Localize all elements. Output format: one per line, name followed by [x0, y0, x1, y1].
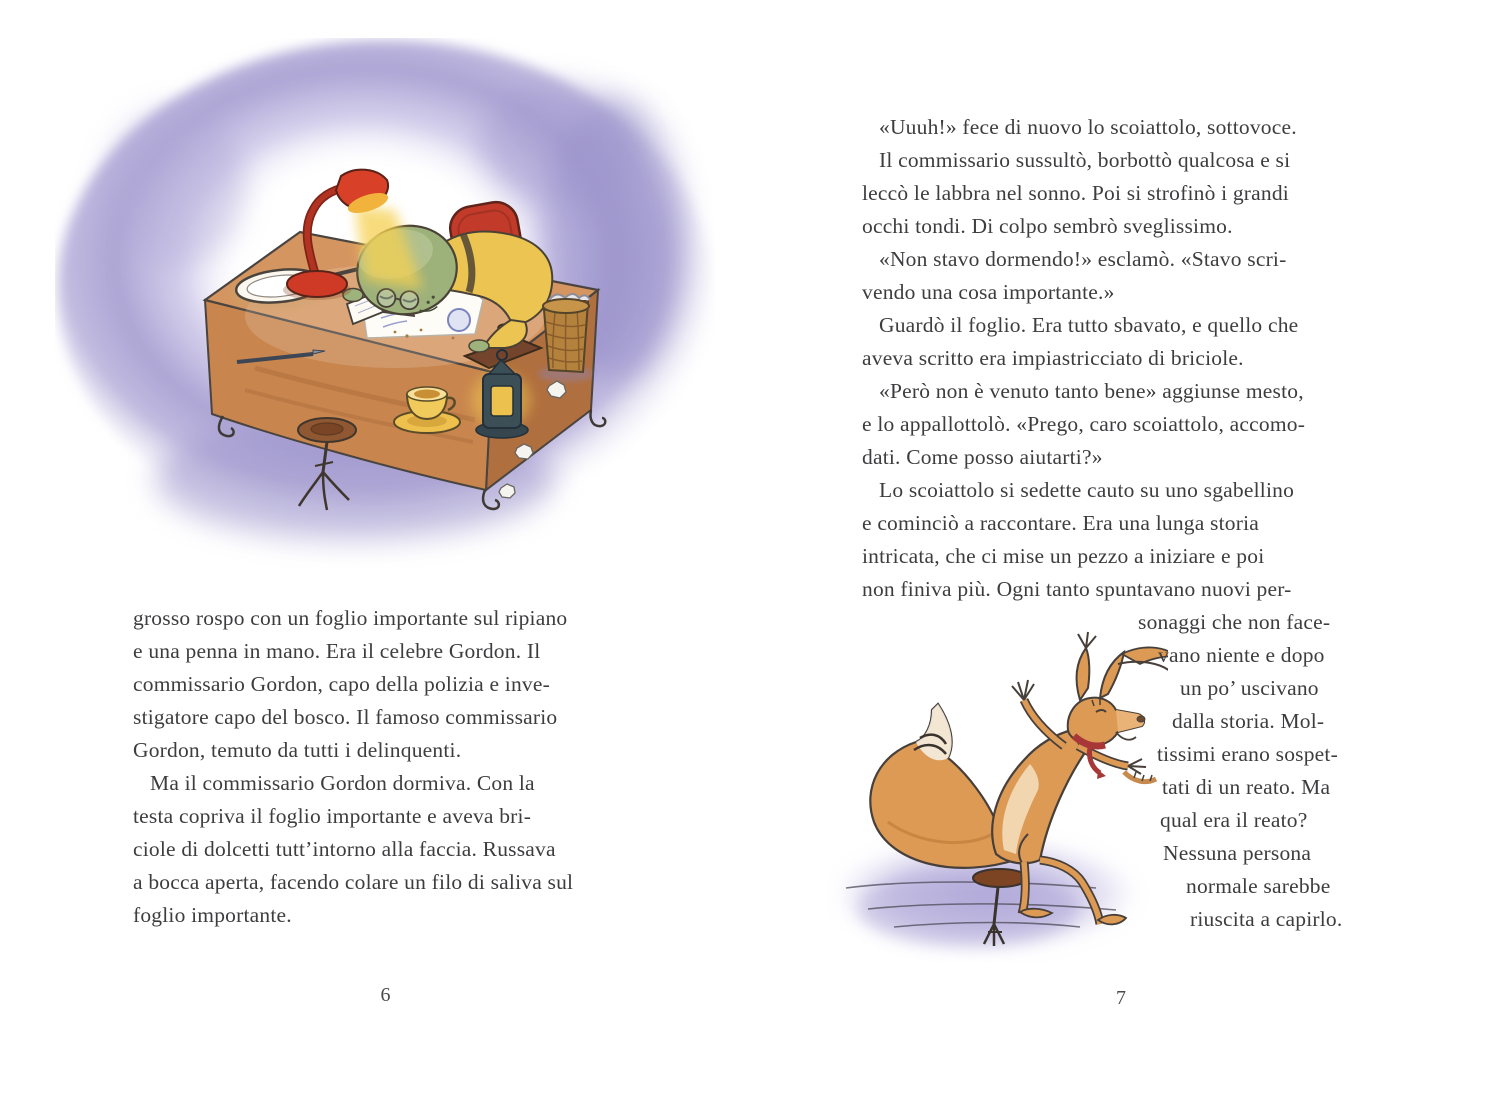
text-line-wrapped: riuscita a capirlo.: [1190, 907, 1343, 931]
text-line: stigatore capo del bosco. Il famoso commissario: [133, 705, 558, 729]
left-page-text: [133, 602, 641, 932]
text-line: «Però non è venuto tanto bene» aggiunse mesto,: [879, 379, 1304, 403]
text-line: «Non stavo dormendo!» esclamò. «Stavo scri-: [879, 247, 1287, 271]
text-line: grosso rospo con un foglio importante sul ripiano: [133, 606, 568, 630]
text-line: leccò le labbra nel sonno. Poi si strofinò i grandi: [862, 181, 1289, 205]
wastebasket: [538, 294, 594, 382]
text-line: Gordon, temuto da tutti i delinquenti.: [133, 738, 462, 762]
text-line: occhi tondi. Di colpo sembrò sveglissimo.: [862, 214, 1233, 238]
text-line: commissario Gordon, capo della polizia e inve-: [133, 672, 550, 696]
page-number-left: 6: [380, 984, 391, 1006]
text-line-wrapped: tissimi erano sospet-: [1157, 742, 1338, 766]
text-line: e una penna in mano. Era il celebre Gordon. Il: [133, 639, 541, 663]
toad-at-desk-illustration: [55, 38, 715, 568]
text-line: Guardò il foglio. Era tutto sbavato, e quello che: [879, 313, 1299, 337]
right-page-text: [862, 111, 1354, 936]
text-line: intricata, che ci mise un pezzo a iniziare e poi: [862, 544, 1265, 568]
text-line-wrapped: dalla storia. Mol-: [1172, 709, 1325, 733]
text-line: e lo appallottolò. «Prego, caro scoiattolo, accomo-: [862, 412, 1306, 436]
text-line: vendo una cosa importante.»: [862, 280, 1115, 304]
text-line: Il commissario sussultò, borbottò qualcosa e si: [879, 148, 1291, 172]
text-line-wrapped: Nessuna persona: [1163, 841, 1312, 865]
text-line: testa copriva il foglio importante e aveva bri-: [133, 804, 532, 828]
text-line: non finiva più. Ogni tanto spuntavano nuovi per-: [862, 577, 1292, 601]
text-line-wrapped: sonaggi che non face-: [1138, 610, 1331, 634]
text-line: foglio importante.: [133, 903, 292, 927]
text-line: e cominciò a raccontare. Era una lunga storia: [862, 511, 1260, 535]
text-line: Ma il commissario Gordon dormiva. Con la: [150, 771, 535, 795]
text-line-wrapped: normale sarebbe: [1186, 874, 1331, 898]
text-line-wrapped: tati di un reato. Ma: [1162, 775, 1331, 799]
text-line: dati. Come posso aiutarti?»: [862, 445, 1103, 469]
text-line: «Uuuh!» fece di nuovo lo scoiattolo, sottovoce.: [879, 115, 1297, 139]
text-line-wrapped: un po’ uscivano: [1180, 676, 1319, 700]
text-line-wrapped: vano niente e dopo: [1158, 643, 1325, 667]
page-number-right: 7: [1116, 987, 1126, 1009]
text-line: aveva scritto era impiastricciato di briciole.: [862, 346, 1244, 370]
text-line: ciole di dolcetti tutt’intorno alla faccia. Russava: [133, 837, 556, 861]
text-line: Lo scoiattolo si sedette cauto su uno sgabellino: [879, 478, 1295, 502]
text-line-wrapped: qual era il reato?: [1160, 808, 1308, 832]
text-line: a bocca aperta, facendo colare un filo di saliva sul: [133, 870, 574, 894]
